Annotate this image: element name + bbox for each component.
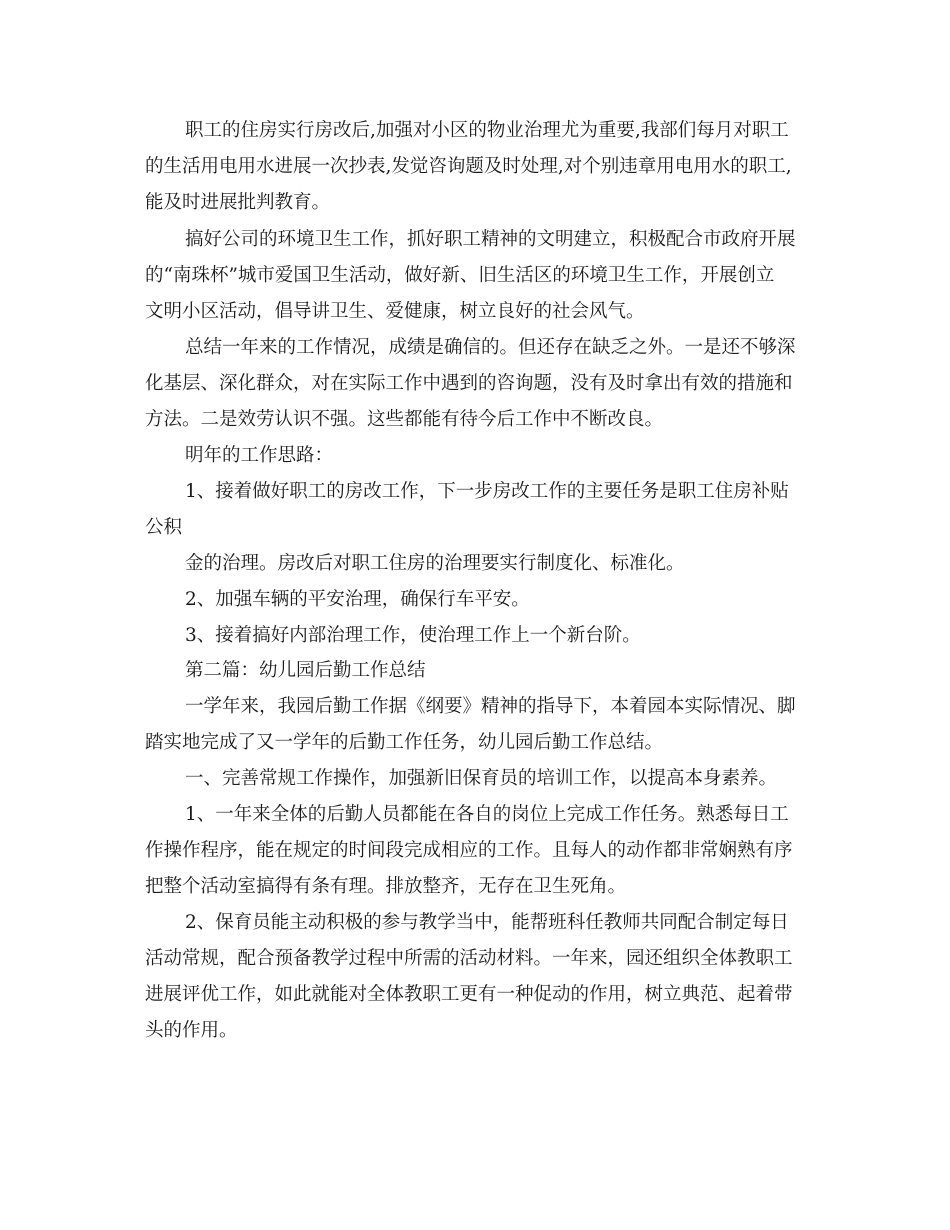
text-line: 进展评优工作，如此就能对全体教职工更有一种促动的作用，树立典范、起着带 xyxy=(145,984,793,1005)
text-line: 明年的工作思路： xyxy=(185,445,334,466)
text-line: 一、完善常规工作操作，加强新旧保育员的培训工作，以提高本身素养。 xyxy=(185,768,778,789)
text-line: 的生活用电用水进展一次抄表,发觉咨询题及时处理,对个别违章用电用水的职工, xyxy=(145,156,792,177)
text-line: 化基层、深化群众，对在实际工作中遇到的咨询题，没有及时拿出有效的措施和 xyxy=(145,373,793,394)
text-line: 2、保育员能主动积极的参与教学当中，能帮班科任教师共同配合制定每日 xyxy=(185,912,789,933)
text-line: 作操作程序，能在规定的时间段完成相应的工作。且每人的动作都非常娴熟有序 xyxy=(145,840,793,861)
text-line: 金的治理。房改后对职工住房的治理要实行制度化、标准化。 xyxy=(185,553,685,574)
text-line: 活动常规，配合预备教学过程中所需的活动材料。一年来，园还组织全体教职工 xyxy=(145,948,793,969)
text-line: 踏实地完成了又一学年的后勤工作任务，幼儿园后勤工作总结。 xyxy=(145,732,664,753)
text-line: 头的作用。 xyxy=(145,1020,238,1041)
text-line: 3、接着搞好内部治理工作，使治理工作上一个新台阶。 xyxy=(185,625,641,646)
text-line: 的“南珠杯”城市爱国卫生活动，做好新、旧生活区的环境卫生工作，开展创立 xyxy=(145,265,775,286)
text-line: 搞好公司的环境卫生工作，抓好职工精神的文明建立，积极配合市政府开展 xyxy=(185,229,796,250)
text-line: 方法。二是效劳认识不强。这些都能有待今后工作中不断改良。 xyxy=(145,409,664,430)
text-line: 职工的住房实行房改后,加强对小区的物业治理尤为重要,我部们每月对职工 xyxy=(185,120,789,141)
text-line: 1、接着做好职工的房改工作，下一步房改工作的主要任务是职工住房补贴 xyxy=(185,481,789,502)
text-line: 文明小区活动，倡导讲卫生、爱健康，树立良好的社会风气。 xyxy=(145,301,645,322)
section-heading: 第二篇：幼儿园后勤工作总结 xyxy=(185,660,426,681)
text-line: 一学年来，我园后勤工作据《纲要》精神的指导下，本着园本实际情况、脚 xyxy=(185,696,796,717)
text-line: 把整个活动室搞得有条有理。排放整齐，无存在卫生死角。 xyxy=(145,876,627,897)
text-line: 公积 xyxy=(145,517,183,538)
text-line: 总结一年来的工作情况，成绩是确信的。但还存在缺乏之外。一是还不够深 xyxy=(185,337,796,358)
text-line: 2、加强车辆的平安治理，确保行车平安。 xyxy=(185,589,530,610)
text-line: 能及时进展批判教育。 xyxy=(145,192,331,213)
text-line: 1、一年来全体的后勤人员都能在各自的岗位上完成工作任务。熟悉每日工 xyxy=(185,804,789,825)
